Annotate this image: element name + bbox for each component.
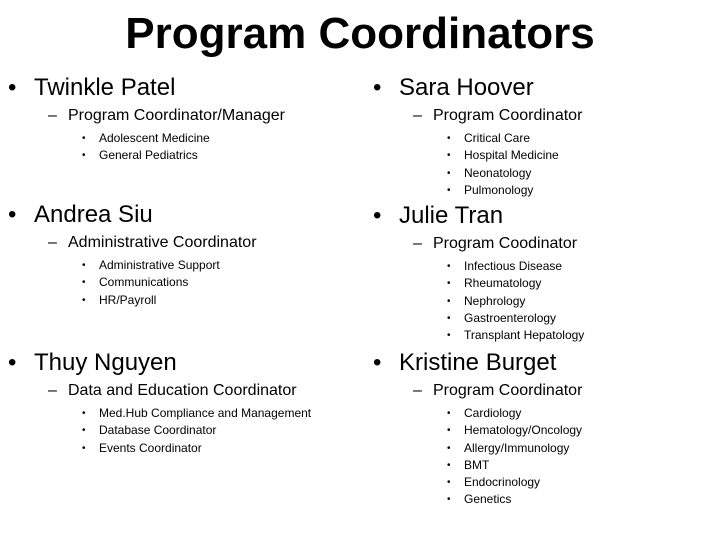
area-label: Cardiology bbox=[464, 406, 522, 420]
area-label: Allergy/Immunology bbox=[464, 440, 570, 455]
coordinator-name: Kristine Burget bbox=[399, 349, 557, 376]
coordinator-name: Andrea Siu bbox=[34, 201, 153, 228]
area-label: Administrative Support bbox=[99, 258, 220, 272]
bullet: • bbox=[447, 261, 451, 272]
area-label: HR/Payroll bbox=[99, 292, 157, 307]
dash: – bbox=[413, 107, 422, 124]
bullet: • bbox=[82, 150, 86, 162]
coordinator-role: Program Coordinator bbox=[433, 107, 583, 124]
coordinator-role: Administrative Coordinator bbox=[68, 234, 257, 251]
area-label: Genetics bbox=[464, 492, 512, 507]
bullet: • bbox=[447, 167, 451, 179]
coordinator-role: Program Coodinator bbox=[433, 235, 578, 252]
bullet: • bbox=[447, 442, 451, 454]
bullet: • bbox=[82, 133, 86, 144]
area-label: Gastroenterology bbox=[464, 310, 557, 325]
bullet: • bbox=[82, 260, 86, 271]
coordinator-name: Twinkle Patel bbox=[34, 74, 176, 101]
dash: – bbox=[413, 235, 422, 252]
slide-title: Program Coordinators bbox=[125, 9, 595, 58]
bullet: • bbox=[447, 494, 451, 506]
coordinator-name: Thuy Nguyen bbox=[34, 349, 177, 376]
bullet: • bbox=[82, 294, 86, 306]
area-label: Communications bbox=[99, 275, 189, 290]
area-label: Events Coordinator bbox=[99, 440, 202, 455]
bullet: • bbox=[373, 349, 382, 376]
bullet: • bbox=[82, 425, 86, 437]
bullet: • bbox=[447, 295, 451, 307]
coordinator-name: Julie Tran bbox=[399, 202, 504, 229]
coordinator-role: Data and Education Coordinator bbox=[68, 382, 297, 399]
area-label: Hematology/Oncology bbox=[464, 423, 583, 438]
area-label: Nephrology bbox=[464, 293, 526, 308]
bullet: • bbox=[447, 150, 451, 162]
bullet: • bbox=[447, 459, 451, 471]
bullet: • bbox=[82, 442, 86, 454]
bullet: • bbox=[8, 74, 17, 101]
area-label: Pulmonology bbox=[464, 182, 534, 197]
area-label: Endocrinology bbox=[464, 475, 541, 490]
coordinator-role: Program Coordinator/Manager bbox=[68, 107, 285, 124]
area-label: Med.Hub Compliance and Management bbox=[99, 406, 312, 420]
area-label: Database Coordinator bbox=[99, 423, 217, 438]
bullet: • bbox=[447, 330, 451, 342]
dash: – bbox=[48, 382, 57, 399]
bullet: • bbox=[447, 278, 451, 290]
area-label: Hospital Medicine bbox=[464, 148, 559, 163]
bullet: • bbox=[8, 349, 17, 376]
bullet: • bbox=[447, 312, 451, 324]
area-label: BMT bbox=[464, 457, 490, 472]
area-label: Critical Care bbox=[464, 131, 531, 145]
area-label: Infectious Disease bbox=[464, 259, 563, 273]
bullet: • bbox=[8, 201, 17, 228]
area-label: Rheumatology bbox=[464, 276, 542, 291]
bullet: • bbox=[373, 202, 382, 229]
dash: – bbox=[48, 107, 57, 124]
bullet: • bbox=[447, 477, 451, 489]
bullet: • bbox=[447, 184, 451, 196]
bullet: • bbox=[447, 408, 451, 419]
bullet: • bbox=[373, 74, 382, 101]
area-label: Neonatology bbox=[464, 165, 532, 180]
bullet: • bbox=[82, 277, 86, 289]
area-label: Transplant Hepatology bbox=[464, 328, 585, 343]
dash: – bbox=[48, 234, 57, 251]
bullet: • bbox=[447, 425, 451, 437]
area-label: General Pediatrics bbox=[99, 148, 198, 163]
coordinator-role: Program Coordinator bbox=[433, 382, 583, 399]
bullet: • bbox=[447, 133, 451, 144]
dash: – bbox=[413, 382, 422, 399]
area-label: Adolescent Medicine bbox=[99, 131, 210, 145]
coordinator-name: Sara Hoover bbox=[399, 74, 534, 101]
bullet: • bbox=[82, 408, 86, 419]
